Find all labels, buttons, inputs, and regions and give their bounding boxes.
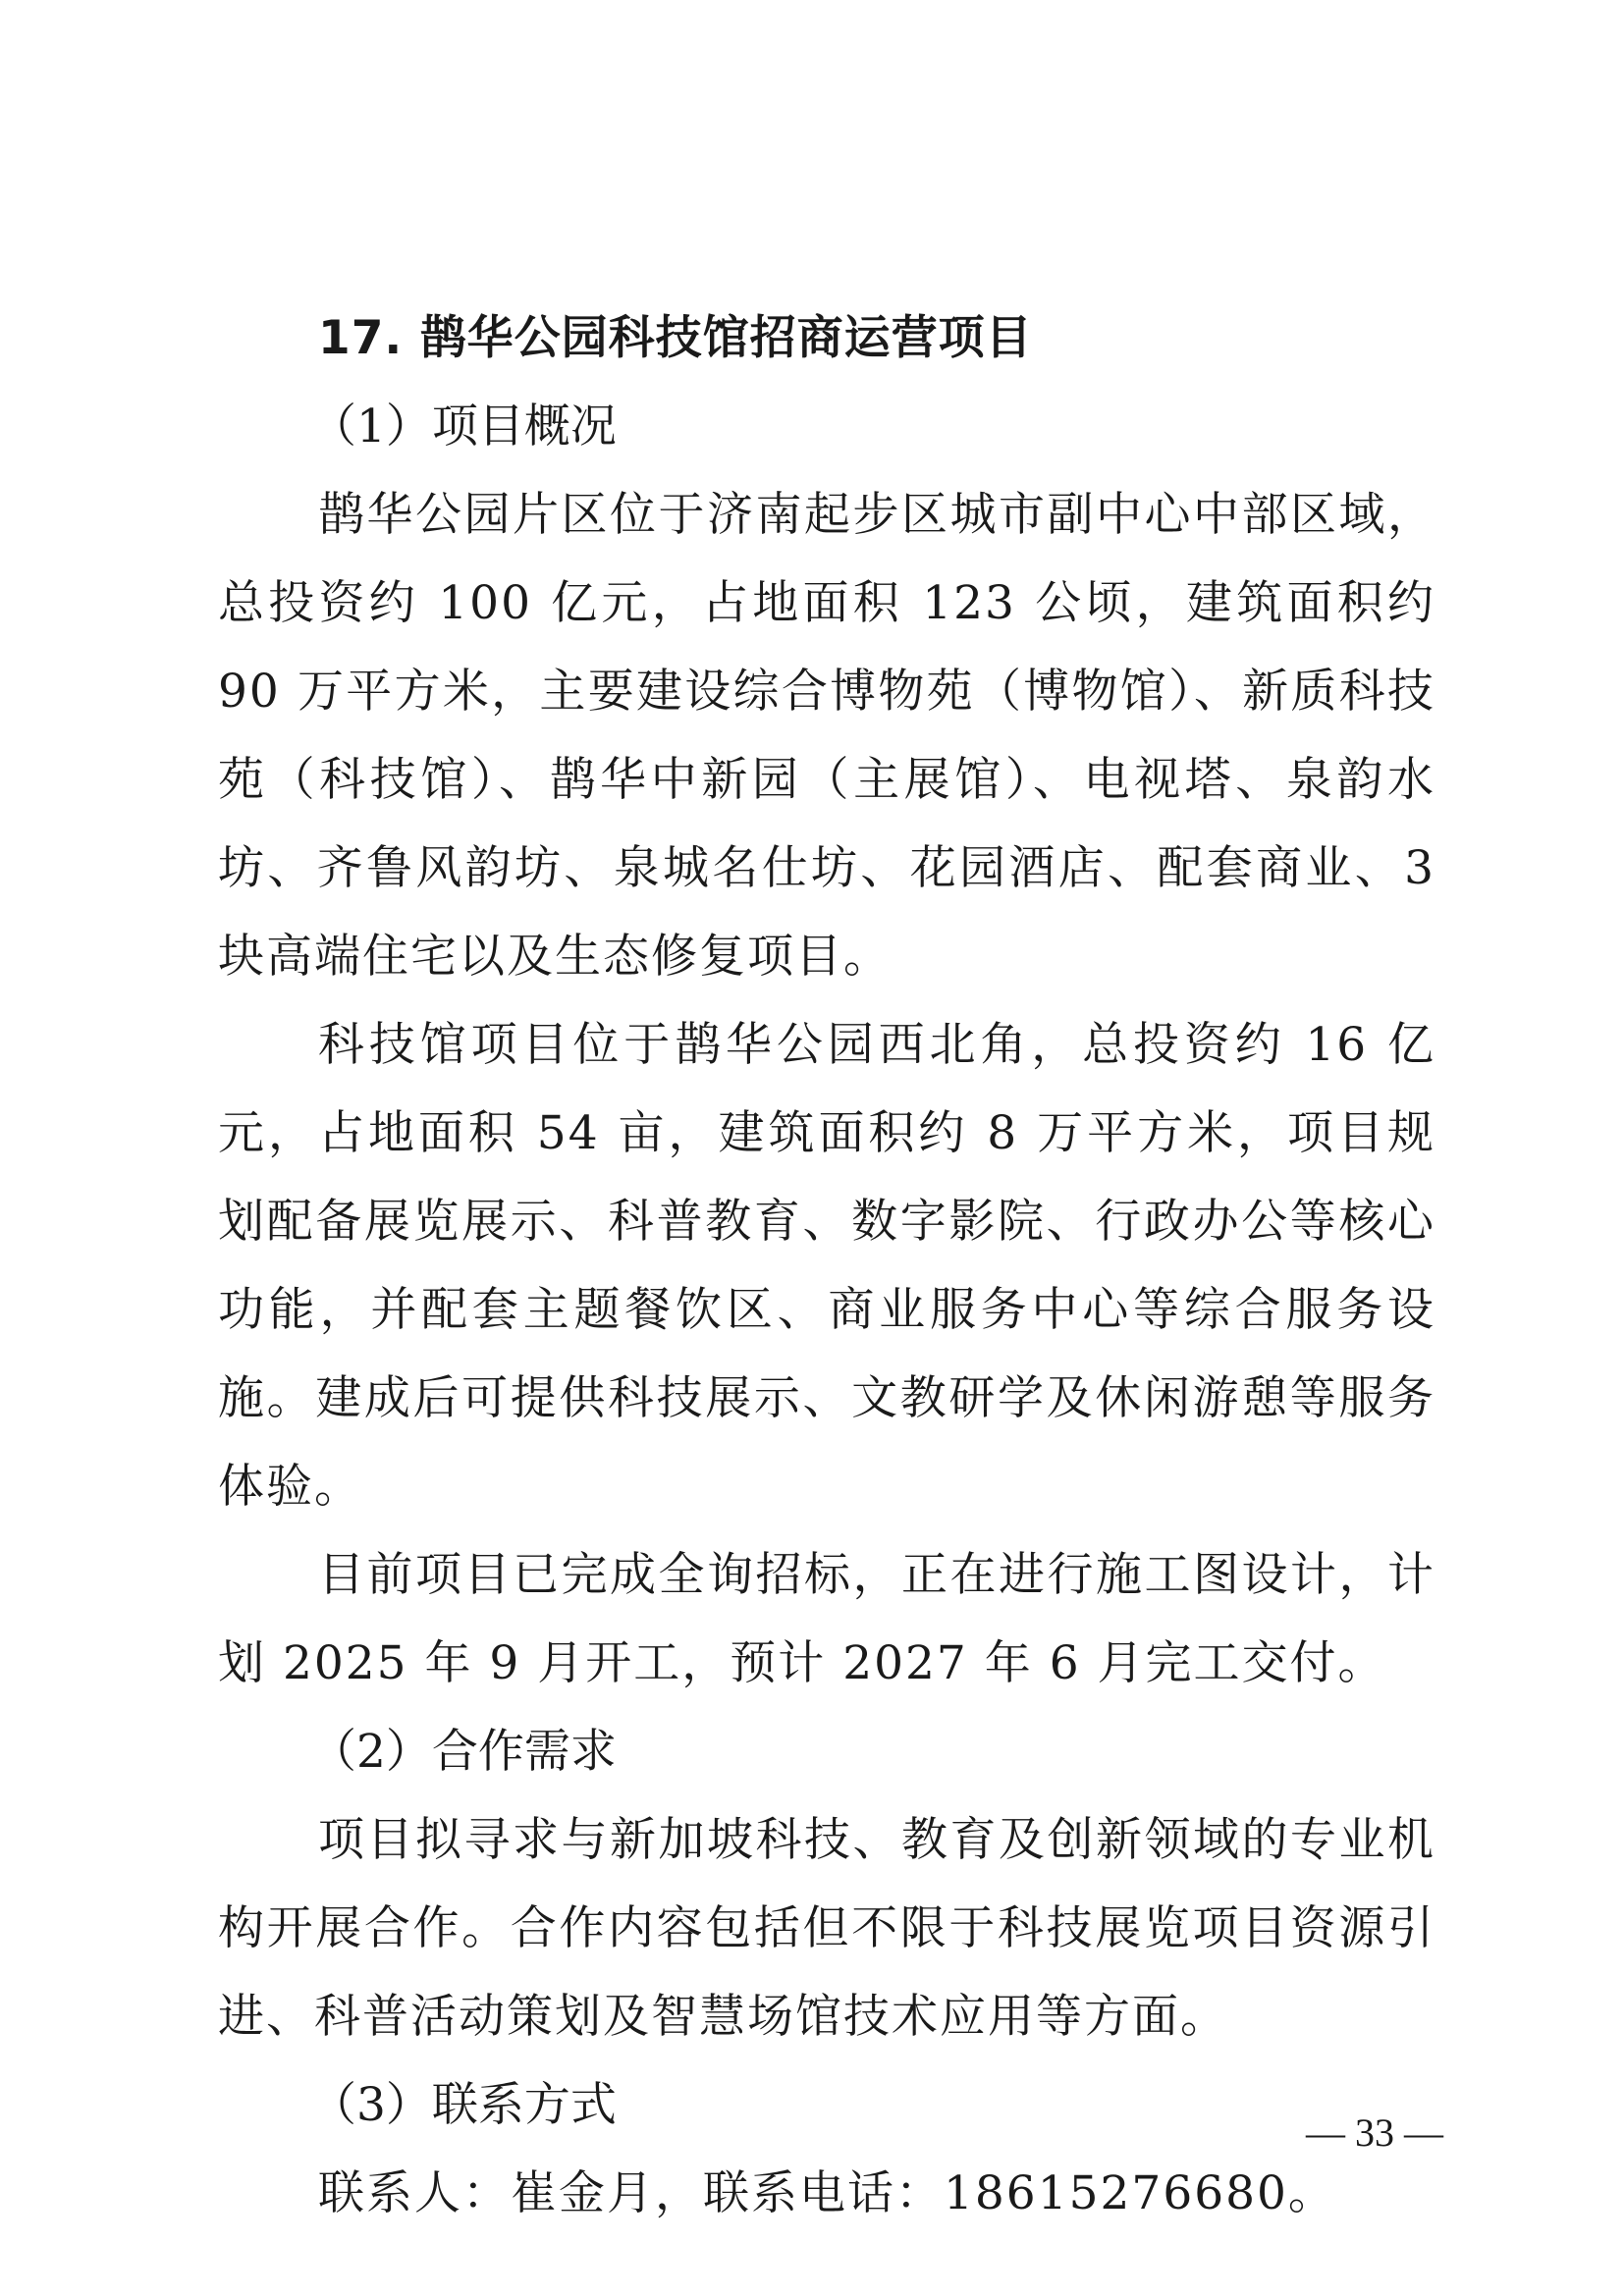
overview-paragraph-district: 鹊华公园片区位于济南起步区城市副中心中部区域，总投资约 100 亿元，占地面积 123 公顷，建筑面积约 90 万平方米，主要建设综合博物苑（博物馆）、新质科技苑（科技馆）、鹊华中新园（主展馆）、电视塔、泉韵水坊、齐鲁风韵坊、泉城名仕坊、花园酒店、配套商业、3 块高端住宅以及生态修复项目。 — [218, 488, 1435, 984]
overview-paragraph-progress: 目前项目已完成全询招标，正在进行施工图设计，计划 2025 年 9 月开工，预计 2027 年 6 月完工交付。 — [218, 1548, 1435, 1690]
page-number: — 33 — — [1306, 2110, 1443, 2155]
section-title-contact: （3）联系方式 — [310, 2078, 617, 2132]
contact-paragraph: 联系人：崔金月，联系电话：18615276680。 — [318, 2166, 1336, 2220]
cooperation-paragraph: 项目拟寻求与新加坡科技、教育及创新领域的专业机构开展合作。合作内容包括但不限于科技展览项目资源引进、科普活动策划及智慧场馆技术应用等方面。 — [218, 1813, 1435, 2044]
section-title-cooperation: （2）合作需求 — [310, 1725, 617, 1779]
document-body — [218, 294, 1435, 2238]
section-title-overview: （1）项目概况 — [310, 400, 617, 454]
overview-paragraph-science-museum: 科技馆项目位于鹊华公园西北角，总投资约 16 亿元，占地面积 54 亩，建筑面积约 8 万平方米，项目规划配备展览展示、科普教育、数字影院、行政办公等核心功能，并配套主题餐饮区、商业服务中心等综合服务设施。建成后可提供科技展示、文教研学及休闲游憩等服务体验。 — [218, 1018, 1435, 1514]
project-heading: 17. 鹊华公园科技馆招商运营项目 — [318, 311, 1033, 365]
